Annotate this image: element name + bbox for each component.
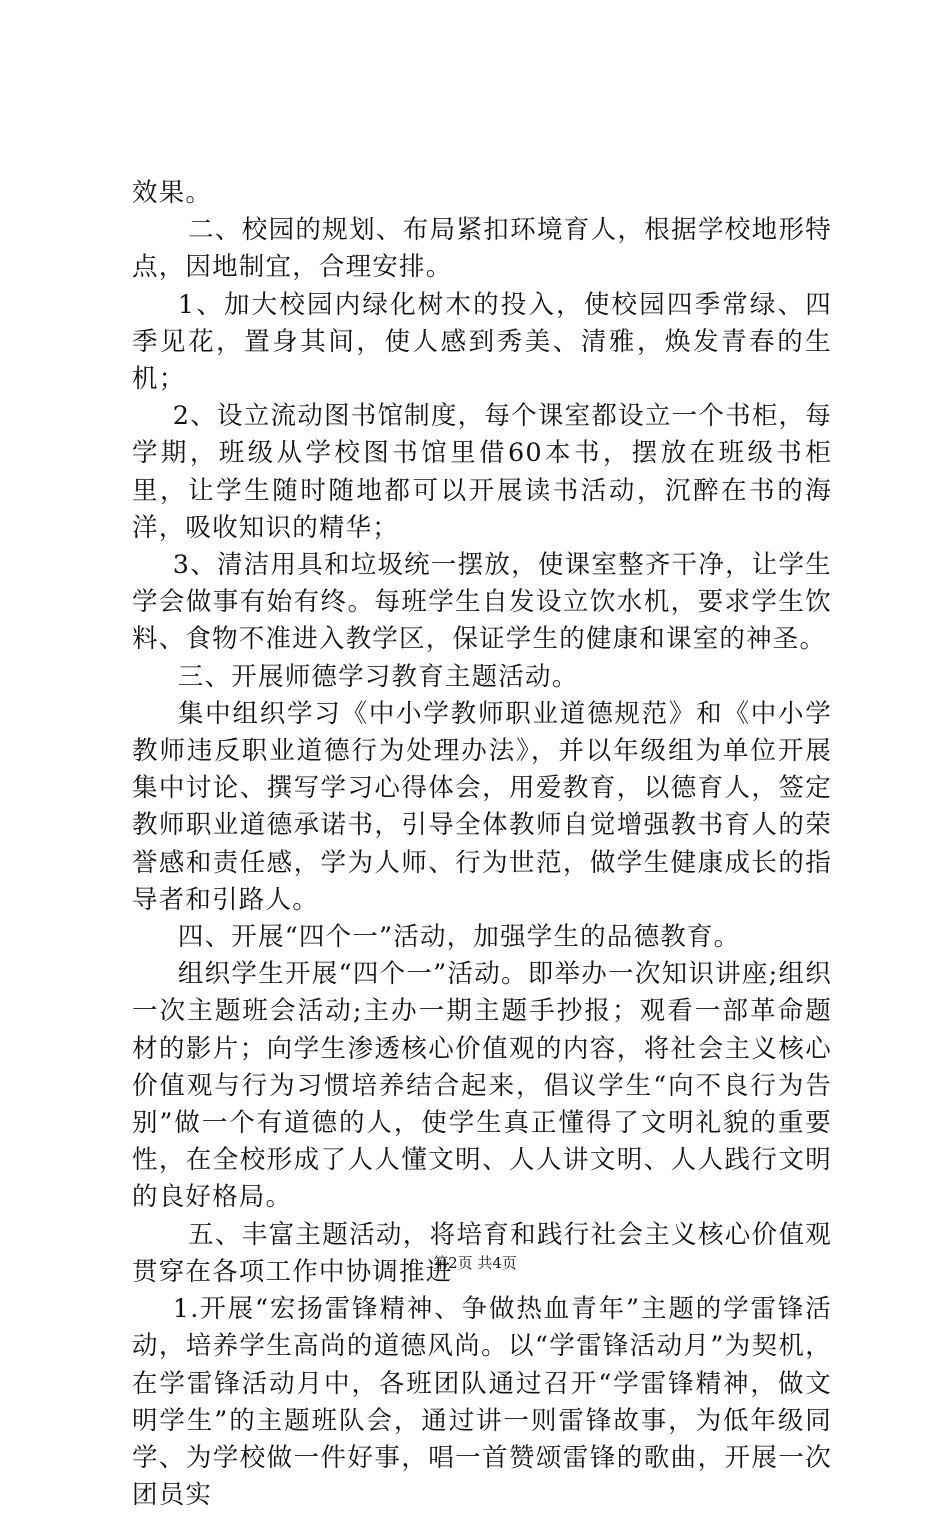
list-item-1: 1、加大校园内绿化树木的投入，使校园四季常绿、四季见花，置身其间，使人感到秀美、清雅，焕发青春的生机；	[132, 289, 832, 395]
section-heading-3: 三、开展师德学习教育主题活动。	[177, 661, 579, 692]
document-body	[132, 175, 832, 1514]
list-item-3: 3、清洁用具和垃圾统一摆放，使课室整齐干净，让学生学会做事有始有终。每班学生自发设立饮水机，要求学生饮料、食物不准进入教学区，保证学生的健康和课室的神圣。	[132, 550, 832, 655]
section-heading-2: 二、校园的规划、布局紧扣环境育人，根据学校地形特点，因地制宜，合理安排。	[132, 215, 832, 283]
section-heading-5: 五、丰富主题活动，将培育和践行社会主义核心价值观贯穿在各项工作中协调推进	[132, 1219, 832, 1287]
paragraph-section-5-item-1: 1.开展“宏扬雷锋精神、争做热血青年”主题的学雷锋活动，培养学生高尚的道德风尚。以“学雷锋活动月”为契机，在学雷锋活动月中，各班团队通过召开“学雷锋精神，做文明学生”的主题班队会，通过讲一则雷锋故事，为低年级同学、为学校做一件好事，唱一首赞颂雷锋的歌曲，开展一次团员实	[132, 1294, 832, 1511]
paragraph-continuation: 效果。	[132, 178, 213, 208]
list-item-2: 2、设立流动图书馆制度，每个课室都设立一个书柜，每学期，班级从学校图书馆里借60本书，摆放在班级书柜里，让学生随时随地都可以开展读书活动，沉醉在书的海洋，吸收知识的精华；	[132, 401, 832, 543]
paragraph-section-4: 组织学生开展“四个一”活动。即举办一次知识讲座;组织一次主题班会活动;主办一期主题手抄报；观看一部革命题材的影片；向学生渗透核心价值观的内容，将社会主义核心价值观与行为习惯培养结合起来，倡议学生“向不良行为告别”做一个有道德的人，使学生真正懂得了文明礼貌的重要性，在全校形成了人人懂文明、人人讲文明、人人践行文明的良好格局。	[132, 959, 832, 1213]
page-number-footer: 第2页 共4页	[433, 1254, 517, 1272]
section-heading-4: 四、开展“四个一”活动，加强学生的品德教育。	[177, 922, 741, 953]
paragraph-section-3: 集中组织学习《中小学教师职业道德规范》和《中小学教师违反职业道德行为处理办法》，并以年级组为单位开展集中讨论、撰写学习心得体会，用爱教育，以德育人，签定教师职业道德承诺书，引导全体教师自觉增强教书育人的荣誉感和责任感，学为人师、行为世范，做学生健康成长的指导者和引路人。	[132, 698, 832, 915]
